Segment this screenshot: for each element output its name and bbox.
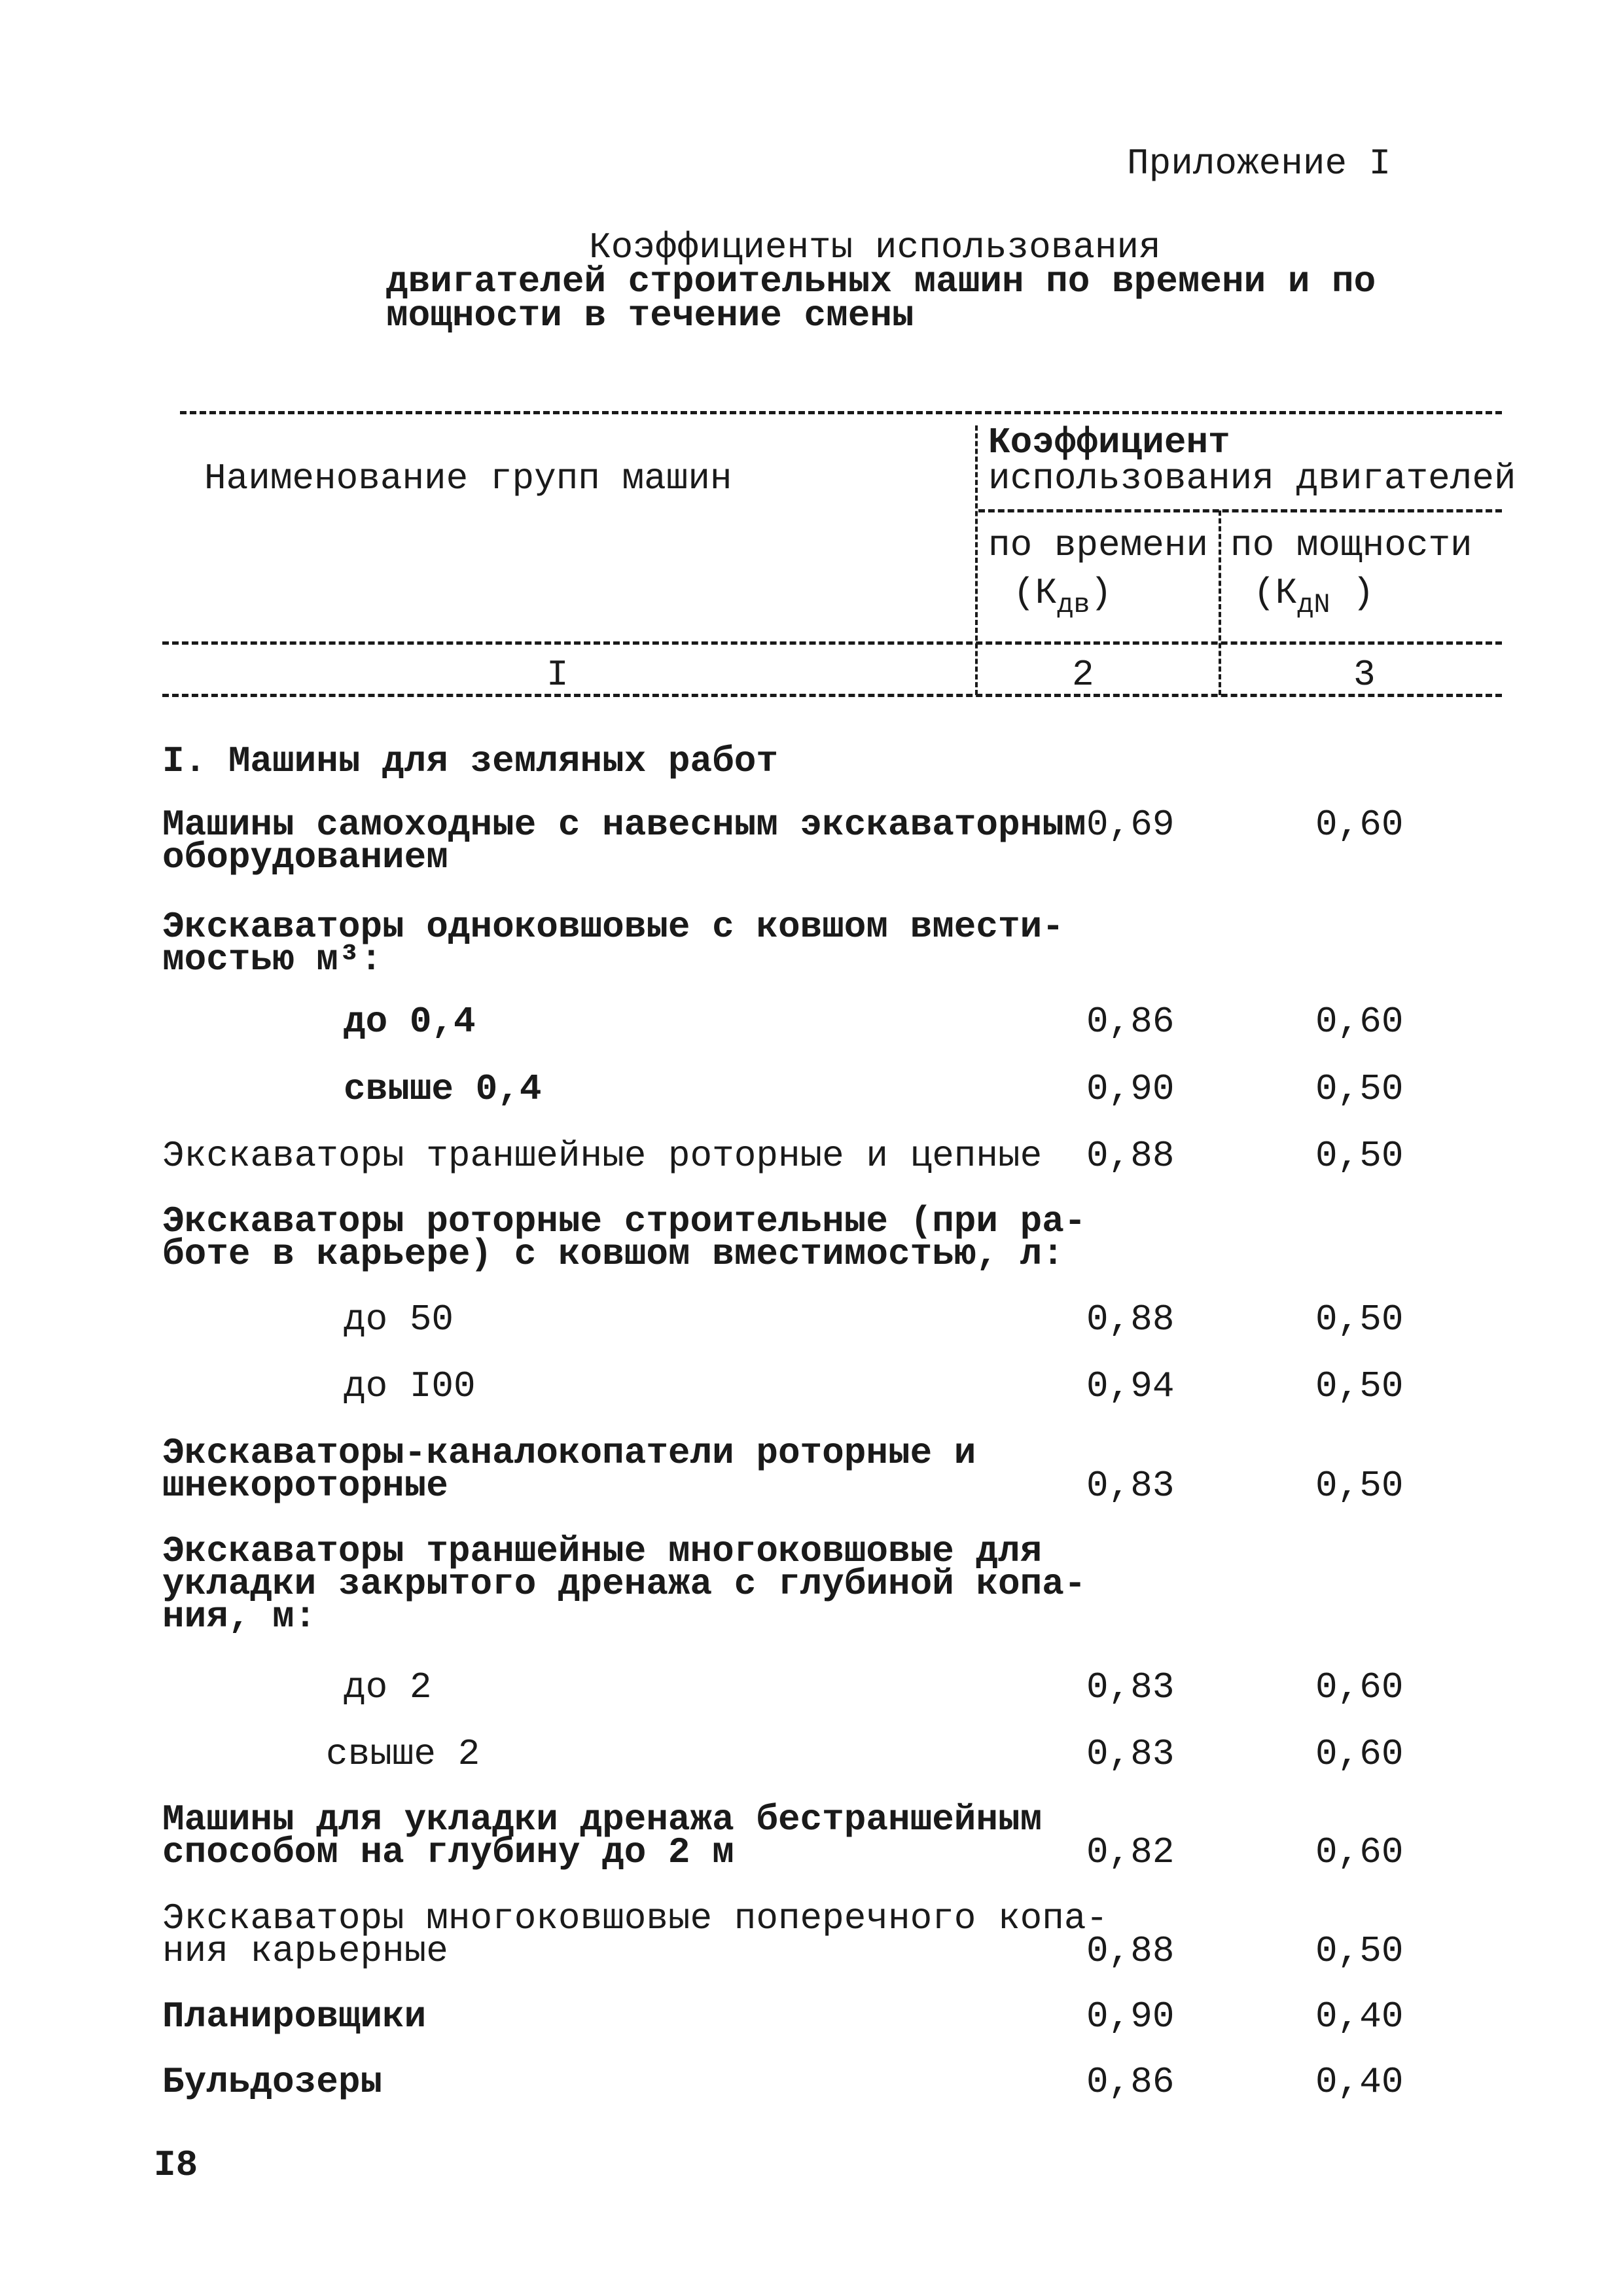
row-value-time: 0,88 (1086, 1930, 1175, 1972)
title-line-2: двигателей строительных машин по времени и по (386, 260, 1376, 302)
row-name: Экскаваторы одноковшовые с ковшом вмести- (162, 906, 1064, 948)
row-value-time: 0,90 (1086, 1996, 1175, 2037)
row-value-power: 0,50 (1315, 1365, 1404, 1407)
group-header-line-2: использования двигателей (988, 457, 1516, 499)
row-name: Экскаваторы многоковшовые поперечного копа- (162, 1897, 1109, 1939)
row-name-cont: ния карьерные (162, 1930, 448, 1972)
row-value-power: 0,50 (1315, 1068, 1404, 1110)
row-name: Машины самоходные с навесным экскаваторным (162, 804, 1086, 846)
row-name-cont: шнекороторные (162, 1465, 448, 1507)
row-value-time: 0,83 (1086, 1733, 1175, 1775)
group-header-line-1: Коэффициент (988, 422, 1230, 463)
table-top-rule (180, 411, 1502, 414)
section-heading: I. Машины для земляных работ (162, 740, 778, 782)
row-name-cont: оборудованием (162, 836, 448, 878)
row-value-time: 0,94 (1086, 1365, 1175, 1407)
row-value-power: 0,60 (1315, 804, 1404, 846)
row-value-time: 0,86 (1086, 1001, 1175, 1043)
row-name: Экскаваторы траншейные многоковшовые для (162, 1530, 1043, 1572)
column-header-time-symbol: $(К_{дв})$ (1013, 572, 1113, 620)
row-value-time: 0,83 (1086, 1666, 1175, 1708)
row-name: Бульдозеры (162, 2061, 383, 2103)
row-name: Экскаваторы траншейные роторные и цепные (162, 1135, 1043, 1177)
row-value-time: 0,86 (1086, 2061, 1175, 2103)
row-name: до 0,4 (344, 1001, 476, 1043)
title-line-3: мощности в течение смены (386, 295, 914, 336)
row-name: свыше 0,4 (344, 1068, 542, 1110)
row-name: свыше 2 (326, 1733, 480, 1775)
row-value-time: 0,90 (1086, 1068, 1175, 1110)
column-separator-2 (1219, 511, 1221, 695)
row-value-power: 0,50 (1315, 1930, 1404, 1972)
row-name-cont: боте в карьере) с ковшом вместимостью, л: (162, 1233, 1064, 1275)
row-name-cont: укладки закрытого дренажа с глубиной копа- (162, 1563, 1086, 1605)
row-value-power: 0,50 (1315, 1465, 1404, 1507)
row-name: до I00 (344, 1365, 476, 1407)
column-separator-1 (975, 425, 978, 695)
row-value-time: 0,88 (1086, 1299, 1175, 1340)
column-number-1: I (546, 654, 569, 696)
row-value-power: 0,50 (1315, 1135, 1404, 1177)
row-value-power: 0,40 (1315, 1996, 1404, 2037)
row-name: Экскаваторы-каналокопатели роторные и (162, 1432, 976, 1474)
row-name: до 50 (344, 1299, 454, 1340)
row-value-time: 0,83 (1086, 1465, 1175, 1507)
page-number: I8 (154, 2144, 198, 2186)
appendix-label: Приложение I (1127, 143, 1391, 185)
row-name-cont: ния, м: (162, 1596, 317, 1638)
row-value-power: 0,40 (1315, 2061, 1404, 2103)
row-value-power: 0,60 (1315, 1666, 1404, 1708)
row-name: Планировщики (162, 1996, 427, 2037)
row-value-time: 0,82 (1086, 1831, 1175, 1873)
title-line-1: Коэффициенты использования (589, 226, 1161, 268)
column-number-2: 2 (1072, 654, 1094, 696)
row-value-power: 0,60 (1315, 1001, 1404, 1043)
column-header-time: по времени (988, 524, 1209, 566)
row-name: до 2 (344, 1666, 432, 1708)
row-name: Экскаваторы роторные строительные (при ра- (162, 1200, 1086, 1242)
row-value-power: 0,50 (1315, 1299, 1404, 1340)
row-value-time: 0,88 (1086, 1135, 1175, 1177)
row-name-cont: способом на глубину до 2 м (162, 1831, 734, 1873)
row-value-power: 0,60 (1315, 1831, 1404, 1873)
header-bottom-rule (162, 641, 1502, 645)
column-header-power-symbol: ($К_{дN}$ ) (1253, 572, 1374, 620)
column-header-power: по мощности (1230, 524, 1472, 566)
row-name: Машины для укладки дренажа бестраншейным (162, 1799, 1043, 1840)
column-numbers-rule (162, 694, 1502, 697)
column-header-name: Наименование групп машин (204, 457, 732, 499)
group-divider-rule (978, 509, 1502, 512)
row-value-power: 0,60 (1315, 1733, 1404, 1775)
column-number-3: 3 (1353, 654, 1376, 696)
row-name-cont: мостью м³: (162, 939, 383, 980)
row-value-time: 0,69 (1086, 804, 1175, 846)
